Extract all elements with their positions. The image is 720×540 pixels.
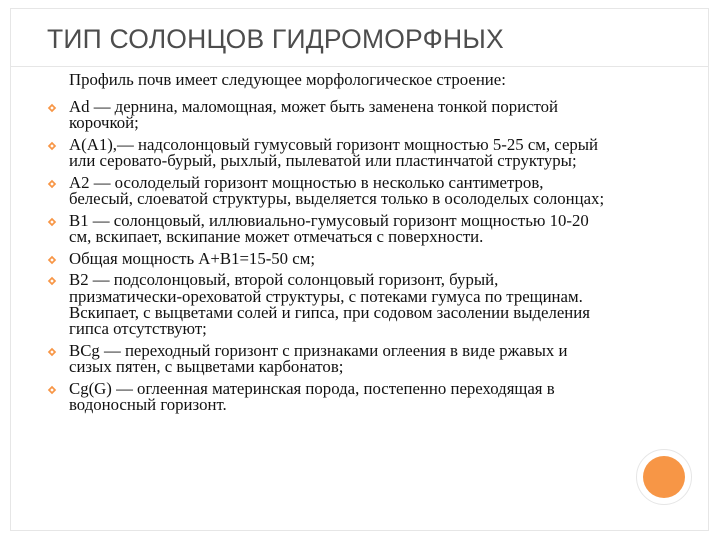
list-item-line: А(А1),— надсолонцовый гумусовый горизонт мощностью 5-25 см, серый — [69, 134, 599, 154]
list-item-line: сизых пятен, с выцветами карбонатов; — [69, 356, 344, 376]
list-item — [47, 378, 687, 414]
list-item-line: белесый, слоеватой структуры, выделяется только в осолоделых солонцах; — [69, 189, 605, 209]
list-item — [47, 248, 687, 268]
list-item — [47, 340, 687, 376]
list-item-line: Ad — дернина, маломощная, может быть заменена тонкой пористой — [69, 97, 559, 116]
list-item-line: водоносный горизонт. — [69, 394, 227, 414]
slide-title: ТИП СОЛОНЦОВ ГИДРОМОРФНЫХ — [47, 24, 504, 54]
list-item-line: В2 — подсолонцовый, второй солонцовый горизонт, бурый, — [69, 270, 499, 290]
list-item — [47, 272, 687, 337]
diamond-bullet-icon — [47, 179, 57, 189]
list-item-line: Cg(G) — оглеенная материнская порода, постепенно переходящая в — [69, 378, 555, 398]
list-item-line: А2 — осолоделый горизонт мощностью в несколько сантиметров, — [69, 172, 544, 192]
orange-circle-icon — [643, 456, 685, 498]
list-item — [47, 210, 687, 246]
list-item — [47, 172, 687, 209]
diamond-bullet-icon — [47, 276, 57, 286]
diamond-bullet-icon — [47, 217, 57, 227]
list-item-line: гипса отсутствуют; — [69, 318, 207, 338]
diamond-bullet-icon — [47, 103, 57, 113]
list-item — [47, 134, 687, 171]
list-item-line: ВСg — переходный горизонт с признаками оглеения в виде ржавых и — [69, 340, 568, 360]
list-item — [47, 99, 687, 131]
diamond-bullet-icon — [47, 347, 57, 357]
list-item-line: или серовато-бурый, рыхлый, пылеватой или пластинчатой структуры; — [69, 151, 577, 171]
diamond-bullet-icon — [47, 255, 57, 265]
content-list — [47, 99, 687, 418]
list-item-line: Вскипает, с выцветами солей и гипса, при содовом засолении выделения — [69, 302, 590, 322]
list-item-line: призматически-ореховатой структуры, с потеками гумуса по трещинам. — [69, 286, 583, 306]
list-item-line: корочкой; — [69, 113, 139, 133]
list-item-line: Общая мощность А+В1=15-50 см; — [69, 248, 315, 268]
list-item-line: В1 — солонцовый, иллювиально-гумусовый горизонт мощностью 10-20 — [69, 210, 589, 230]
title-divider — [10, 66, 709, 67]
list-item-line: см, вскипает, вскипание может отмечаться с поверхности. — [69, 226, 484, 246]
diamond-bullet-icon — [47, 141, 57, 151]
diamond-bullet-icon — [47, 385, 57, 395]
intro-text: Профиль почв имеет следующее морфологическое строение: — [69, 70, 506, 89]
